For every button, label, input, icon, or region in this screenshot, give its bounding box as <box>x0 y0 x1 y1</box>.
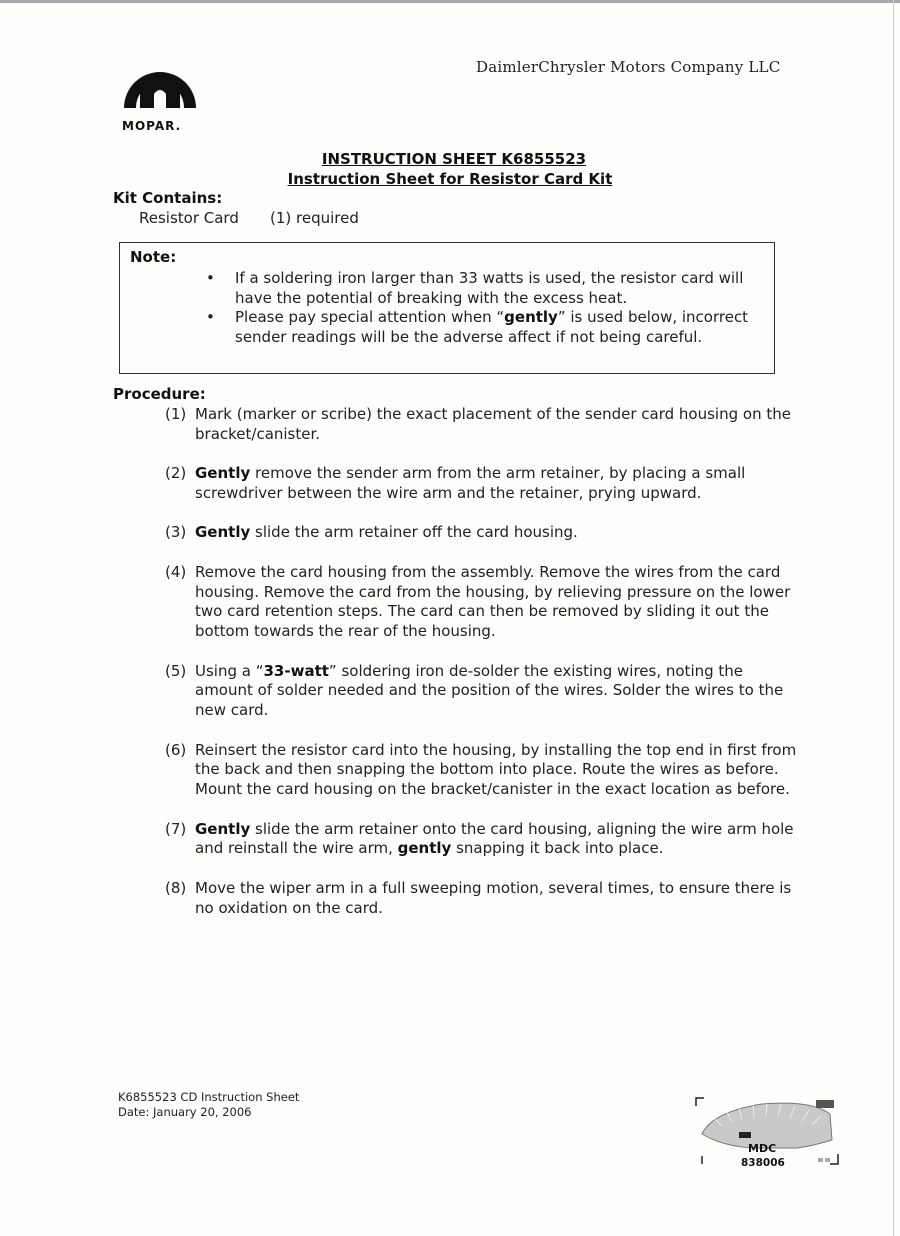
footer <box>118 1090 299 1120</box>
note-heading: Note: <box>130 248 177 266</box>
step-number: (7) <box>165 819 187 838</box>
procedure-step <box>165 662 805 721</box>
footer-date: Date: January 20, 2006 <box>118 1105 252 1119</box>
step-number: (5) <box>165 661 187 680</box>
step-text: Move the wiper arm in a full sweeping motion, several times, to ensure there is no oxidation on the card. <box>195 878 792 917</box>
kit-item-quantity: (1) required <box>270 209 359 227</box>
bullet-icon: • <box>206 308 215 326</box>
procedure-step <box>165 820 805 860</box>
procedure-steps <box>165 405 805 938</box>
footer-doc-id: K6855523 CD Instruction Sheet <box>118 1090 300 1104</box>
step-text: Using a “33-watt” soldering iron de-solder the existing wires, noting the amount of solder needed and the position of the wires. Solder the wires to the new card. <box>195 661 784 720</box>
step-number: (6) <box>165 740 187 759</box>
kit-item-name: Resistor Card <box>139 209 239 227</box>
procedure-step <box>165 405 805 445</box>
procedure-heading: Procedure: <box>113 385 206 403</box>
card-label-number: 838006 <box>741 1157 785 1169</box>
procedure-step <box>165 523 805 543</box>
step-text: Gently remove the sender arm from the arm retainer, by placing a small screwdriver between the wire arm and the retainer, prying upward. <box>195 464 746 502</box>
step-text: Mark (marker or scribe) the exact placement of the sender card housing on the bracket/canister. <box>195 405 791 443</box>
note-text: Please pay special attention when “gently” is used below, incorrect sender readings will be the adverse affect if not being careful. <box>235 308 749 346</box>
step-text: Gently slide the arm retainer off the card housing. <box>195 523 578 542</box>
sheet-subtitle: Instruction Sheet for Resistor Card Kit <box>287 170 613 188</box>
card-label-mdc: MDC <box>748 1142 777 1155</box>
bullet-icon: • <box>206 269 215 287</box>
step-number: (3) <box>165 523 187 542</box>
company-name: DaimlerChrysler Motors Company LLC <box>476 58 781 76</box>
step-number: (1) <box>165 405 187 423</box>
procedure-step <box>165 741 805 800</box>
procedure-step <box>165 464 805 504</box>
step-text: Reinsert the resistor card into the housing, by installing the top end in first from the back and then snapping the bottom into place. Route the wires as before. Mount the card housing on the bracket/canister in the exact location as before. <box>195 740 797 799</box>
step-text: Gently slide the arm retainer onto the card housing, aligning the wire arm hole and reinstall the wire arm, gently snapping it back into place. <box>195 819 794 858</box>
step-number: (4) <box>165 562 187 581</box>
procedure-step <box>165 563 805 642</box>
sheet-title: INSTRUCTION SHEET K6855523 <box>321 150 587 168</box>
mopar-logo-text: MOPAR. <box>122 119 182 133</box>
scan-top-edge <box>0 0 900 3</box>
note-item <box>206 269 766 308</box>
procedure-step <box>165 879 805 919</box>
step-text: Remove the card housing from the assembly. Remove the wires from the card housing. Remove the card from the housing, by relieving pressure on the lower two card retention steps. The card can then be removed by sliding it out the bottom towards the rear of the housing. <box>195 562 791 641</box>
kit-contains-heading: Kit Contains: <box>113 189 223 207</box>
step-number: (2) <box>165 464 187 483</box>
note-text: If a soldering iron larger than 33 watts is used, the resistor card will have the potential of breaking with the excess heat. <box>235 269 744 307</box>
step-number: (8) <box>165 878 187 897</box>
note-list <box>206 269 766 347</box>
note-item <box>206 308 766 347</box>
